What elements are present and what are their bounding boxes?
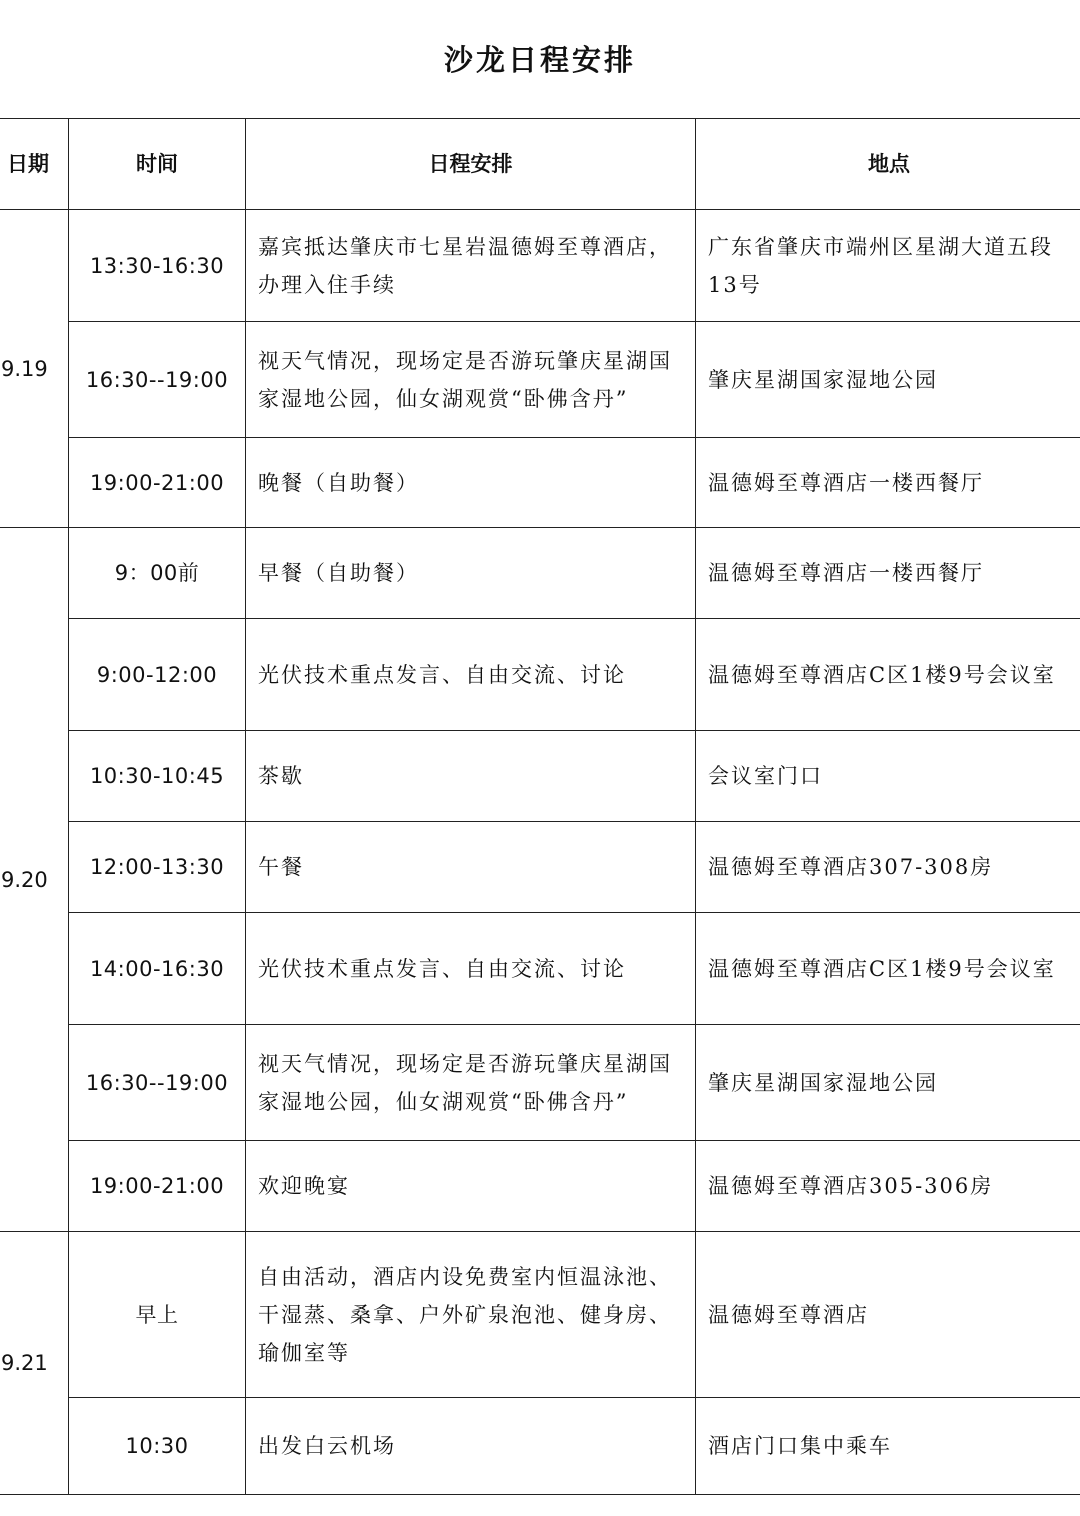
table-row bbox=[0, 210, 1080, 322]
schedule-cell: 光伏技术重点发言、自由交流、讨论 bbox=[246, 619, 696, 731]
schedule-cell: 出发白云机场 bbox=[246, 1398, 696, 1495]
schedule-cell: 嘉宾抵达肇庆市七星岩温德姆至尊酒店，办理入住手续 bbox=[246, 210, 696, 322]
schedule-cell: 光伏技术重点发言、自由交流、讨论 bbox=[246, 913, 696, 1025]
location-cell: 酒店门口集中乘车 bbox=[696, 1398, 1080, 1495]
table-row bbox=[0, 322, 1080, 438]
location-cell: 广东省肇庆市端州区星湖大道五段13号 bbox=[696, 210, 1080, 322]
table-row bbox=[0, 438, 1080, 528]
time-cell: 10:30-10:45 bbox=[69, 731, 246, 822]
table-row bbox=[0, 528, 1080, 619]
header-schedule: 日程安排 bbox=[246, 119, 696, 210]
schedule-cell: 晚餐（自助餐） bbox=[246, 438, 696, 528]
schedule-cell: 自由活动，酒店内设免费室内恒温泳池、干湿蒸、桑拿、户外矿泉泡池、健身房、瑜伽室等 bbox=[246, 1232, 696, 1398]
time-cell: 早上 bbox=[69, 1232, 246, 1398]
time-cell: 19:00-21:00 bbox=[69, 438, 246, 528]
schedule-cell: 视天气情况，现场定是否游玩肇庆星湖国家湿地公园，仙女湖观赏“卧佛含丹” bbox=[246, 1025, 696, 1141]
location-cell: 肇庆星湖国家湿地公园 bbox=[696, 1025, 1080, 1141]
schedule-cell: 视天气情况，现场定是否游玩肇庆星湖国家湿地公园，仙女湖观赏“卧佛含丹” bbox=[246, 322, 696, 438]
date-cell: 9.20 bbox=[0, 528, 69, 1232]
table-row bbox=[0, 1025, 1080, 1141]
date-cell: 9.19 bbox=[0, 210, 69, 528]
location-cell: 温德姆至尊酒店305-306房 bbox=[696, 1141, 1080, 1232]
time-cell: 10:30 bbox=[69, 1398, 246, 1495]
time-cell: 16:30--19:00 bbox=[69, 322, 246, 438]
header-location: 地点 bbox=[696, 119, 1080, 210]
schedule-table bbox=[0, 118, 1080, 1495]
time-cell: 12:00-13:30 bbox=[69, 822, 246, 913]
schedule-cell: 欢迎晚宴 bbox=[246, 1141, 696, 1232]
header-row bbox=[0, 119, 1080, 210]
page-title: 沙龙日程安排 bbox=[443, 43, 636, 77]
location-cell: 温德姆至尊酒店307-308房 bbox=[696, 822, 1080, 913]
date-cell: 9.21 bbox=[0, 1232, 69, 1495]
schedule-cell: 早餐（自助餐） bbox=[246, 528, 696, 619]
time-cell: 13:30-16:30 bbox=[69, 210, 246, 322]
table-row bbox=[0, 822, 1080, 913]
location-cell: 温德姆至尊酒店 bbox=[696, 1232, 1080, 1398]
table-row bbox=[0, 1398, 1080, 1495]
time-cell: 9：00前 bbox=[69, 528, 246, 619]
location-cell: 温德姆至尊酒店一楼西餐厅 bbox=[696, 438, 1080, 528]
location-cell: 温德姆至尊酒店一楼西餐厅 bbox=[696, 528, 1080, 619]
time-cell: 19:00-21:00 bbox=[69, 1141, 246, 1232]
table-row bbox=[0, 913, 1080, 1025]
time-cell: 16:30--19:00 bbox=[69, 1025, 246, 1141]
schedule-cell: 茶歇 bbox=[246, 731, 696, 822]
time-cell: 9:00-12:00 bbox=[69, 619, 246, 731]
table-row bbox=[0, 1232, 1080, 1398]
location-cell: 温德姆至尊酒店C区1楼9号会议室 bbox=[696, 913, 1080, 1025]
time-cell: 14:00-16:30 bbox=[69, 913, 246, 1025]
location-cell: 会议室门口 bbox=[696, 731, 1080, 822]
table-row bbox=[0, 619, 1080, 731]
header-time: 时间 bbox=[69, 119, 246, 210]
location-cell: 温德姆至尊酒店C区1楼9号会议室 bbox=[696, 619, 1080, 731]
location-cell: 肇庆星湖国家湿地公园 bbox=[696, 322, 1080, 438]
schedule-cell: 午餐 bbox=[246, 822, 696, 913]
header-date: 日期 bbox=[0, 119, 69, 210]
table-row bbox=[0, 1141, 1080, 1232]
table-row bbox=[0, 731, 1080, 822]
